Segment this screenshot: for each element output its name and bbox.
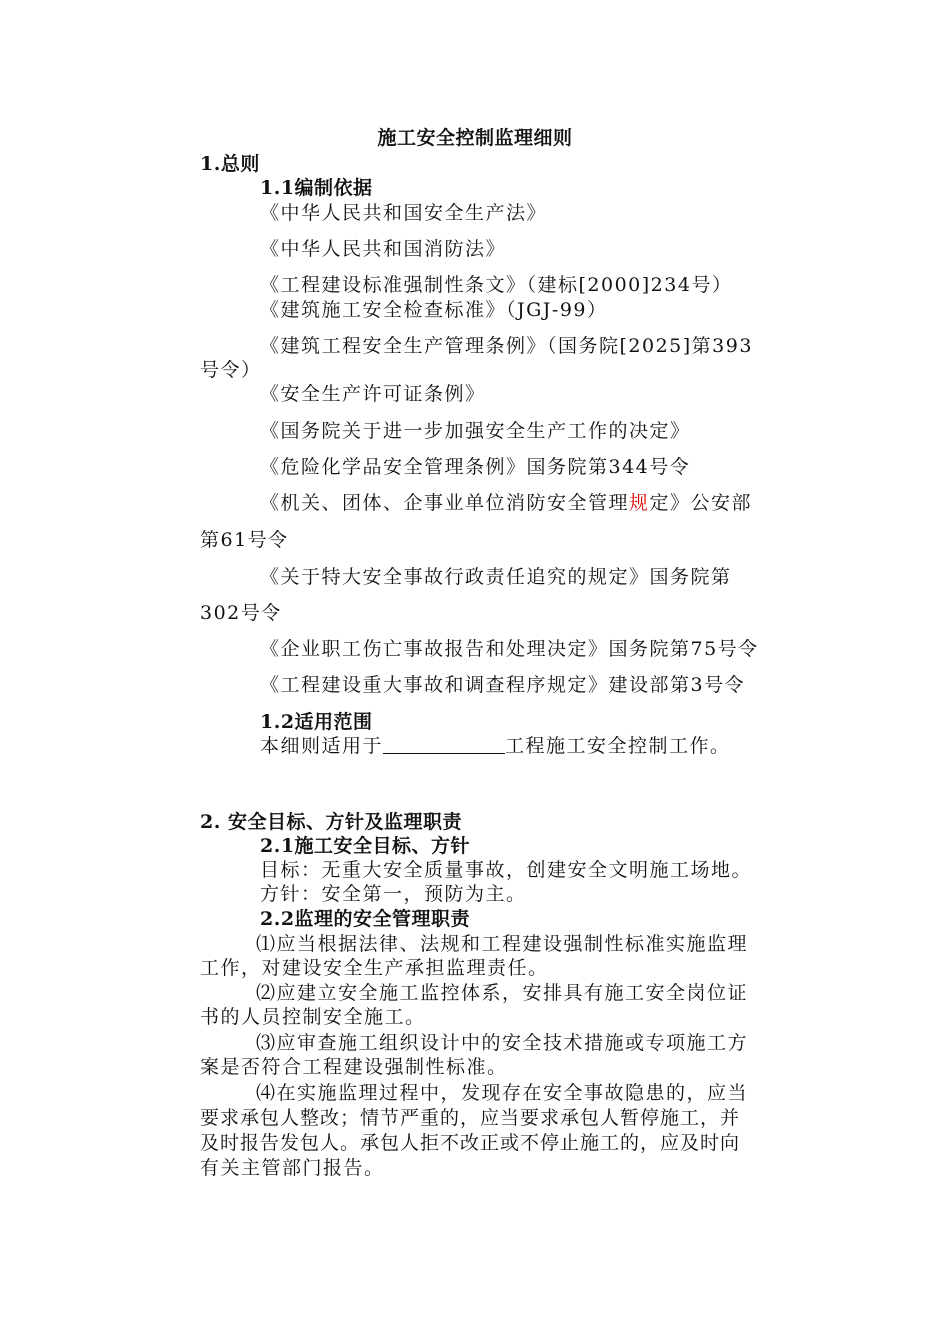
- reference-item: 《关于特大安全事故行政责任追究的规定》国务院第: [260, 566, 732, 588]
- reference-item: [260, 491, 810, 515]
- section-1-1-heading: 1.1编制依据: [260, 177, 373, 199]
- blank-underline: [383, 734, 505, 754]
- reference-item: 《危险化学品安全管理条例》国务院第344号令: [260, 456, 691, 478]
- reference-item-continued: 号令）: [200, 359, 262, 381]
- duty-item-continued: 及时报告发包人。承包人拒不改正或不停止施工的，应及时向: [200, 1132, 741, 1154]
- duty-item: ⑵应建立安全施工监控体系，安排具有施工安全岗位证: [256, 982, 749, 1004]
- highlighted-character: 规: [629, 492, 650, 514]
- section-1-heading: 1.总则: [200, 153, 260, 175]
- duty-item-continued: 有关主管部门报告。: [200, 1157, 385, 1179]
- duty-item-continued: 要求承包人整改；情节严重的，应当要求承包人暂停施工，并: [200, 1107, 741, 1129]
- reference-item: 《企业职工伤亡事故报告和处理决定》国务院第75号令: [260, 638, 759, 660]
- duty-item: ⑷在实施监理过程中，发现存在安全事故隐患的，应当: [256, 1082, 749, 1104]
- reference-text: 《机关、团体、企事业单位消防安全管理: [260, 492, 630, 514]
- reference-item: 《建筑施工安全检查标准》（JGJ-99）: [260, 299, 608, 321]
- scope-text: 工程施工安全控制工作。: [505, 735, 731, 757]
- reference-item-continued: 第61号令: [200, 529, 289, 551]
- reference-item: 《工程建设标准强制性条文》（建标[2000]234号）: [260, 274, 733, 296]
- section-2-heading: 2. 安全目标、方针及监理职责: [200, 811, 462, 833]
- duty-item-continued: 工作，对建设安全生产承担监理责任。: [200, 957, 549, 979]
- reference-item: 《工程建设重大事故和调查程序规定》建设部第3号令: [260, 674, 746, 696]
- section-2-2-heading: 2.2监理的安全管理职责: [260, 908, 471, 930]
- reference-item: 《中华人民共和国安全生产法》: [260, 202, 548, 224]
- scope-statement: [260, 734, 810, 758]
- section-2-1-heading: 2.1施工安全目标、方针: [260, 835, 471, 857]
- duty-item: ⑴应当根据法律、法规和工程建设强制性标准实施监理: [256, 933, 749, 955]
- goal-line: 目标：无重大安全质量事故，创建安全文明施工场地。: [260, 859, 753, 881]
- section-1-2-heading: 1.2适用范围: [260, 711, 373, 733]
- scope-text: 本细则适用于: [260, 735, 384, 757]
- duty-item-continued: 案是否符合工程建设强制性标准。: [200, 1056, 508, 1078]
- reference-item: 《中华人民共和国消防法》: [260, 238, 507, 260]
- reference-text: 定》公安部: [649, 492, 753, 514]
- duty-item: ⑶应审查施工组织设计中的安全技术措施或专项施工方: [256, 1032, 749, 1054]
- reference-item-continued: 302号令: [200, 602, 282, 624]
- policy-line: 方针：安全第一，预防为主。: [260, 883, 527, 905]
- reference-item: 《国务院关于进一步加强安全生产工作的决定》: [260, 420, 691, 442]
- reference-item: 《建筑工程安全生产管理条例》（国务院[2025]第393: [260, 335, 753, 357]
- document-title: 施工安全控制监理细则: [377, 127, 573, 149]
- reference-item: 《安全生产许可证条例》: [260, 383, 486, 405]
- duty-item-continued: 书的人员控制安全施工。: [200, 1006, 426, 1028]
